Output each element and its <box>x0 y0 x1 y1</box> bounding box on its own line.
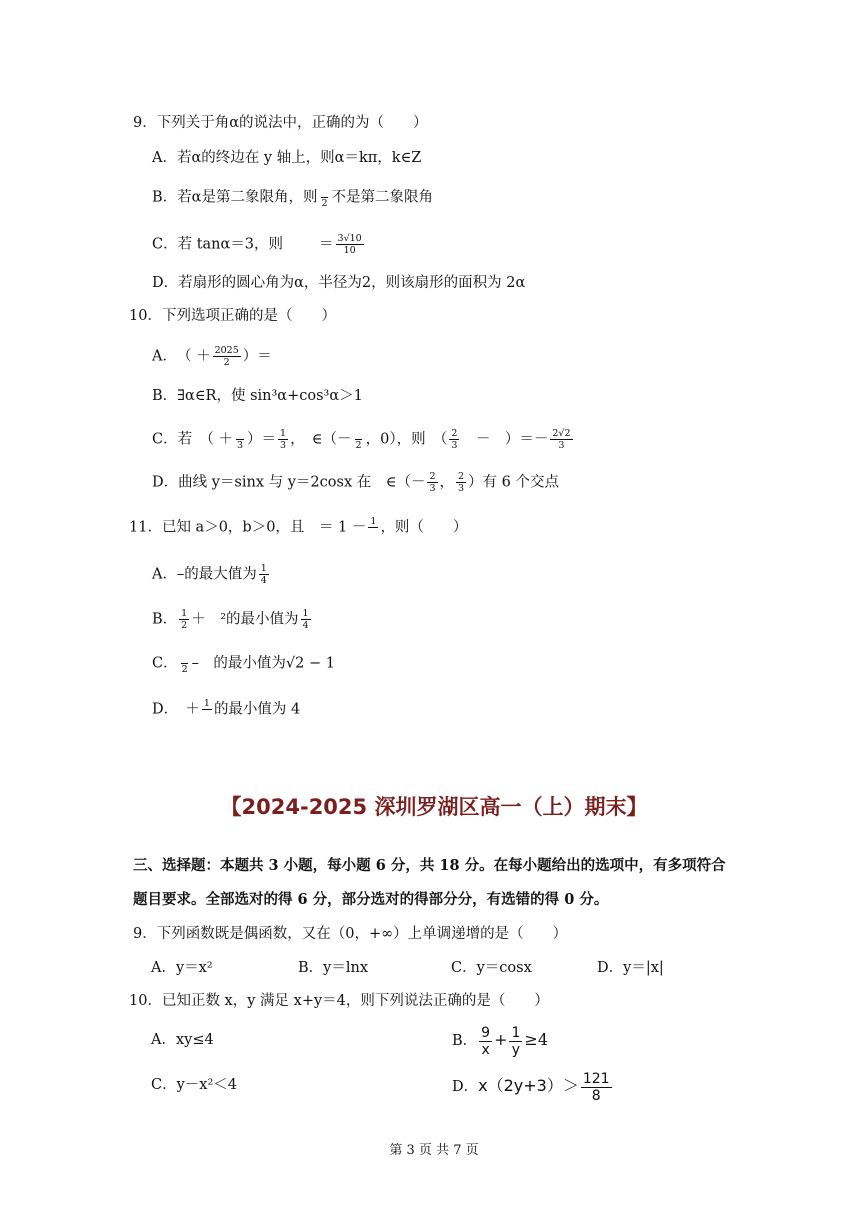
instructions-line-2: 题目要求。全部选对的得 6 分，部分选对的得部分分，有选错的得 0 分。 <box>133 891 609 908</box>
q9a-option-d: D．若扇形的圆心角为α，半径为2，则该扇形的面积为 2α <box>152 275 526 291</box>
q10b-stem: 10．已知正数 x，y 满足 x+y＝4，则下列说法正确的是（ ） <box>129 993 549 1009</box>
q11-option-d: D． ＋ 1 的最小值为 4 <box>152 698 301 718</box>
q9a-option-c: C．若 tanα＝3，则 ＝ $\frac{3√10}{10}$ <box>152 233 362 256</box>
q9b-option-c: C．y＝cosx <box>451 960 532 976</box>
q9a-option-a: A．若α的终边在 y 轴上，则α＝kπ，k∈Z <box>152 150 422 166</box>
instructions-line-1: 三、选择题：本题共 3 小题，每小题 6 分，共 18 分。在每小题给出的选项中，有多项符合 <box>133 857 726 874</box>
q11-option-a: A．–的最大值为 $\frac{1}{4}$ <box>152 563 267 586</box>
q9b-stem: 9．下列函数既是偶函数，又在（0，+∞）上单调递增的是（ ） <box>133 926 568 942</box>
q10a-option-c: C．若 （ ＋ 3 ）＝ $\frac{1}{3}$ ， ∈（－ 2 ，0），则 （ $\frac{2}{3}$ － ）＝－ $\frac{2√2}{3}$ <box>152 428 571 451</box>
q10a-option-a: A． （ ＋ $\frac{2025}{2}$ ）＝ <box>152 345 272 368</box>
q10a-stem: 10．下列选项正确的是（ ） <box>129 308 336 324</box>
q10a-option-d: D．曲线 y＝sinx 与 y＝2cosx 在 ∈（－ $\frac{2}{3}$ ， $\frac{2}{3}$ ）有 6 个交点 <box>152 471 560 494</box>
q10b-option-d: D．x（2y+3）＞ $\frac{121}{8}$ <box>452 1070 610 1104</box>
q9b-option-d: D．y＝|x| <box>597 960 664 976</box>
q11-option-b: B． $\frac{1}{2}$ ＋ ²的最小值为 $\frac{1}{4}$ <box>152 608 309 631</box>
q10b-option-c: C．y－x²＜4 <box>151 1077 238 1093</box>
q11-option-c: C． 2 – 的最小值为√2 − 1 <box>152 652 335 675</box>
page-footer: 第 3 页 共 7 页 <box>389 1143 479 1158</box>
q9a-option-b: B．若α是第二象限角，则 2 不是第二象限角 <box>152 186 433 209</box>
q11-stem: 11．已知 a＞0，b＞0，且 ＝ 1 － 1 ，则（ ） <box>129 516 468 536</box>
q10b-option-b: B． $\frac{9}{x}$ + $\frac{1}{y}$ ≥4 <box>452 1024 548 1058</box>
q9a-stem: 9．下列关于角α的说法中，正确的为（ ） <box>133 115 428 131</box>
q9b-option-b: B．y＝lnx <box>298 960 369 976</box>
q10b-option-a: A．xy≤4 <box>151 1032 214 1048</box>
q9b-option-a: A．y＝x² <box>151 960 213 976</box>
section-title: 【2024-2025 深圳罗湖区高一（上）期末】 <box>220 795 648 819</box>
q10a-option-b: B．∃α∈R，使 sin³α+cos³α＞1 <box>152 388 363 404</box>
